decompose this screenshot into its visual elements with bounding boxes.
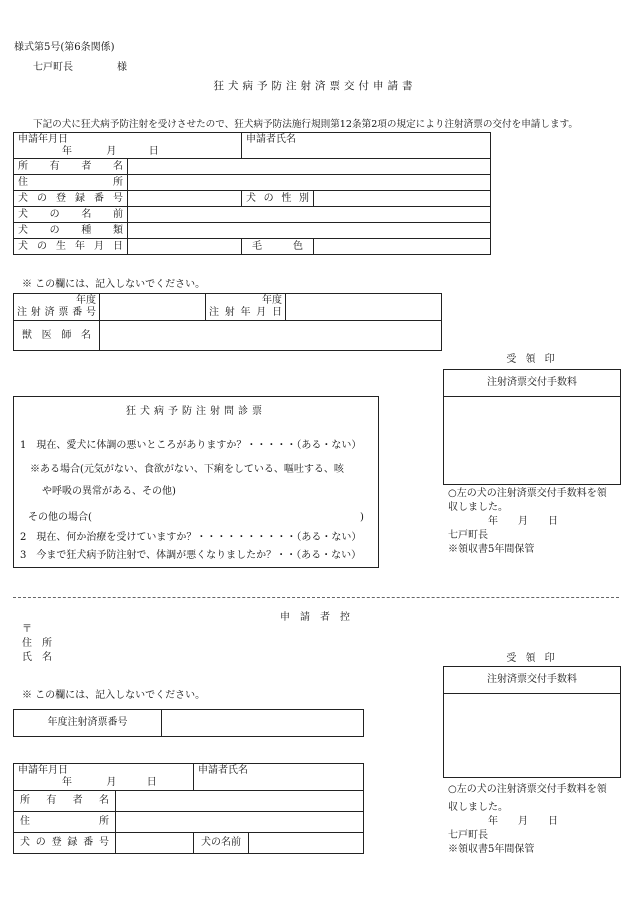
dog-birthdate-field[interactable]	[128, 239, 242, 255]
dog-birthdate-label: 犬の生年月日	[14, 239, 128, 255]
official-use-table	[13, 293, 442, 351]
veterinarian-label: 獣医師名	[14, 321, 100, 351]
application-table	[13, 132, 491, 255]
receipt-keep-note: ※領収書5年間保管	[448, 544, 535, 555]
copy-date-label: 申請年月日	[18, 765, 68, 776]
copy-year-label: 年	[62, 777, 72, 788]
receipt-town-head: 七戸町長	[448, 530, 488, 541]
other-case-close: )	[360, 512, 364, 523]
injection-date-label: 注射年月日	[209, 307, 282, 318]
copy-dog-name-label: 犬の名前	[194, 833, 249, 854]
question-1[interactable]: 1 現在、愛犬に体調の悪いところがありますか？・・・・・（ある・ない）	[20, 440, 362, 451]
copy-owner-field[interactable]	[116, 791, 364, 812]
other-case-label: その他の場合(	[28, 512, 92, 523]
receipt-stamp-heading: 受 領 印	[506, 354, 558, 365]
veterinarian-field[interactable]	[100, 321, 442, 351]
copy-address-row-label: 住所	[14, 812, 116, 833]
main-title: 狂犬病予防注射済票交付申請書	[213, 80, 417, 92]
receipt-date: 年 月 日	[488, 516, 558, 527]
copy-address-field[interactable]	[116, 812, 364, 833]
tag-number-year-label: 年度	[76, 295, 96, 306]
copy-day-label: 日	[146, 777, 157, 788]
question-1-detail-2: や呼吸の異常がある、その他)	[42, 486, 176, 497]
copy-title: 申 請 者 控	[280, 612, 350, 623]
copy-receipt-note	[448, 783, 607, 857]
owner-name-label: 所有者名	[14, 159, 128, 175]
cut-line	[13, 597, 619, 598]
copy-fee-label: 注射済票交付手数料	[444, 667, 620, 694]
dog-registration-field[interactable]	[128, 191, 242, 207]
copy-receipt-stamp-box[interactable]	[443, 666, 621, 778]
copy-tag-number-field[interactable]	[162, 710, 364, 737]
do-not-fill-note: ※ この欄には、記入しないでください。	[22, 279, 206, 290]
copy-month-label: 月	[106, 777, 117, 788]
year-label: 年	[62, 146, 72, 157]
form-number: 様式第5号(第6条関係)	[14, 42, 115, 53]
copy-do-not-fill-note: ※ この欄には、記入しないでください。	[22, 690, 206, 701]
dog-name-field[interactable]	[128, 207, 491, 223]
dog-sex-label: 犬の性別	[242, 191, 314, 207]
dog-breed-field[interactable]	[128, 223, 491, 239]
copy-name-label: 氏 名	[22, 652, 52, 663]
tag-number-label: 注射済票番号	[17, 307, 96, 318]
copy-registration-field[interactable]	[116, 833, 194, 854]
address-label: 住所	[14, 175, 128, 191]
applicant-name-cell[interactable]	[242, 133, 491, 159]
questionnaire-box	[13, 396, 379, 568]
fee-label: 注射済票交付手数料	[444, 370, 620, 397]
dog-sex-field[interactable]	[314, 191, 491, 207]
copy-receipt-line1: ○左の犬の注射済票交付手数料を領	[448, 784, 607, 795]
copy-applicant-label: 申請者氏名	[198, 765, 248, 776]
copy-receipt-town-head: 七戸町長	[448, 830, 488, 841]
copy-application-table	[13, 763, 364, 854]
copy-receipt-date: 年 月 日	[488, 816, 558, 827]
tag-number-label-cell	[14, 294, 100, 321]
injection-date-label-cell	[206, 294, 286, 321]
application-date-label: 申請年月日	[18, 134, 68, 145]
postal-mark: 〒	[22, 624, 32, 635]
owner-name-field[interactable]	[128, 159, 491, 175]
injection-year-label: 年度	[262, 295, 282, 306]
intro-text: 下記の犬に狂犬病予防注射を受けさせたので、狂犬病予防法施行規則第12条第2項の規定により注射済票の交付を申請します。	[33, 119, 579, 130]
application-date-cell[interactable]	[14, 133, 242, 159]
addressee-honorific: 様	[117, 62, 127, 73]
copy-receipt-stamp-heading: 受 領 印	[506, 653, 558, 664]
receipt-line2: 収しました。	[448, 502, 508, 513]
receipt-note	[448, 487, 607, 557]
receipt-line1: ○左の犬の注射済票交付手数料を領	[448, 488, 607, 499]
day-label: 日	[148, 146, 159, 157]
copy-registration-label: 犬の登録番号	[14, 833, 116, 854]
coat-color-label: 毛色	[242, 239, 314, 255]
copy-applicant-cell[interactable]	[194, 764, 364, 791]
addressee: 七戸町長	[33, 62, 73, 73]
tag-number-field[interactable]	[100, 294, 206, 321]
question-3[interactable]: 3 今まで狂犬病予防注射で、体調が悪くなりましたか？・・（ある・ない）	[20, 550, 362, 561]
questionnaire-title: 狂犬病予防注射問診票	[126, 406, 266, 417]
month-label: 月	[106, 146, 117, 157]
copy-address-label: 住 所	[22, 638, 52, 649]
copy-receipt-keep-note: ※領収書5年間保管	[448, 844, 535, 855]
dog-name-label: 犬の名前	[14, 207, 128, 223]
address-field[interactable]	[128, 175, 491, 191]
applicant-name-label: 申請者氏名	[246, 134, 296, 145]
copy-dog-name-field[interactable]	[249, 833, 364, 854]
injection-date-field[interactable]	[286, 294, 442, 321]
receipt-stamp-box[interactable]	[443, 369, 621, 485]
copy-tag-number-label: 年度注射済票番号	[14, 710, 162, 737]
copy-date-cell[interactable]	[14, 764, 194, 791]
copy-tag-table	[13, 709, 364, 737]
dog-registration-label: 犬の登録番号	[14, 191, 128, 207]
question-1-detail-1: ※ある場合(元気がない、食欲がない、下痢をしている、嘔吐する、咳	[30, 464, 344, 475]
coat-color-field[interactable]	[314, 239, 491, 255]
copy-owner-label: 所有者名	[14, 791, 116, 812]
question-2[interactable]: 2 現在、何か治療を受けていますか？・・・・・・・・・・（ある・ない）	[20, 532, 362, 543]
copy-receipt-line2: 収しました。	[448, 802, 508, 813]
dog-breed-label: 犬の種類	[14, 223, 128, 239]
